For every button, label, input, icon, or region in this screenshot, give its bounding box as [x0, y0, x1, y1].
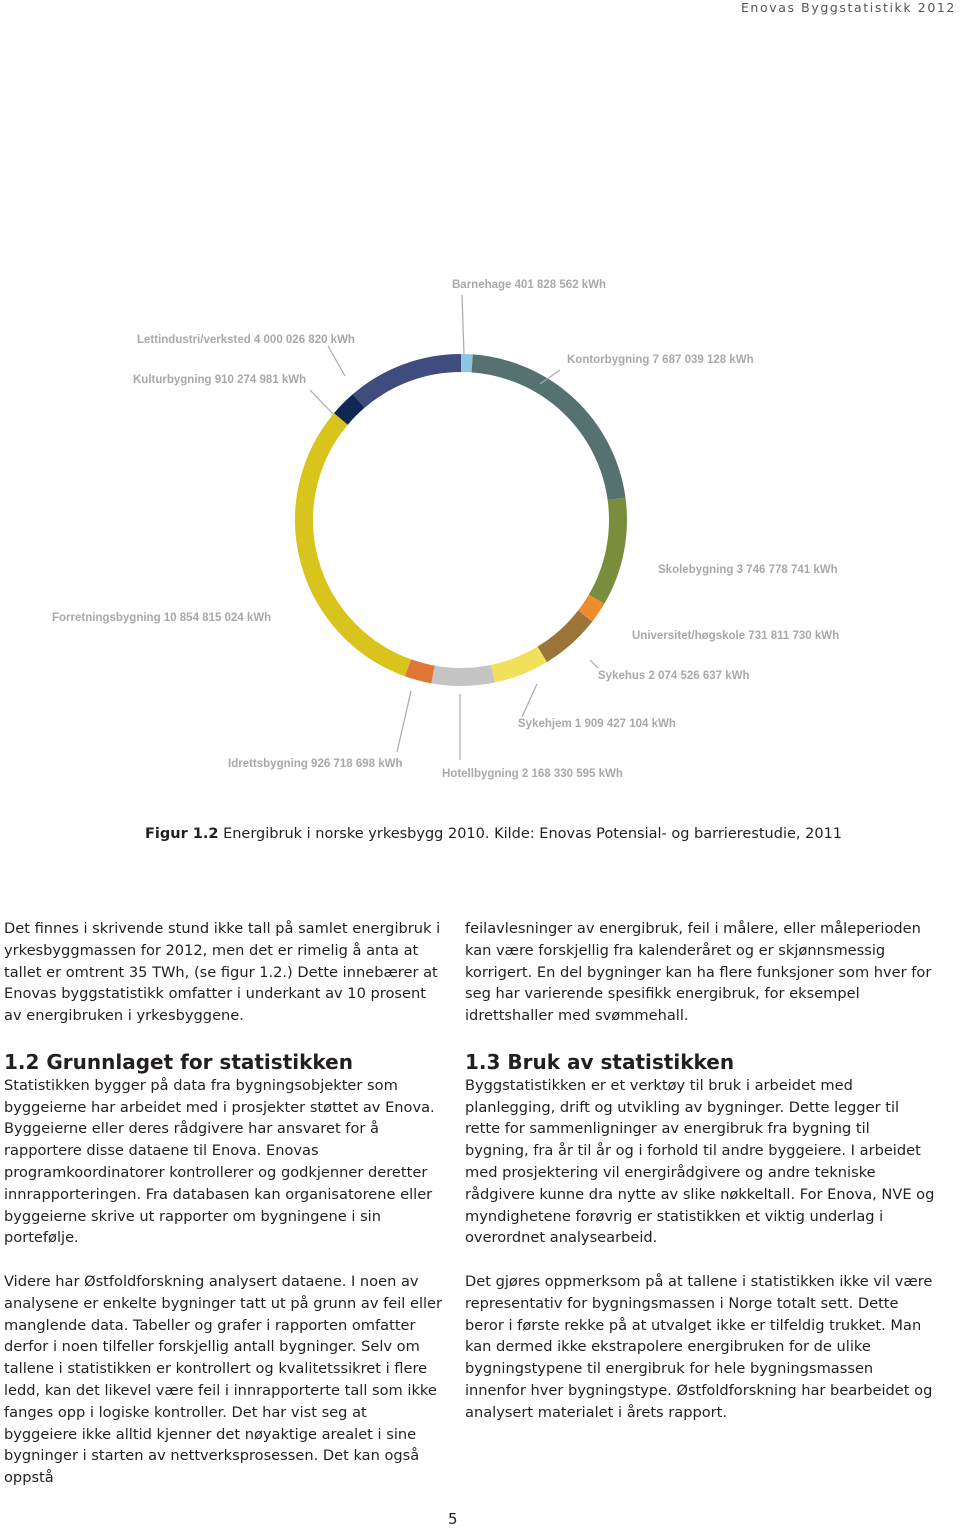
- slice-label: Lettindustri/verksted 4 000 026 820 kWh: [137, 334, 355, 346]
- running-header: Enovas Byggstatistikk 2012: [740, 0, 956, 15]
- slice-labels: [52, 279, 839, 780]
- slice-label: Kontorbygning 7 687 039 128 kWh: [567, 354, 754, 366]
- slice-label: Forretningsbygning 10 854 815 024 kWh: [52, 612, 272, 624]
- slice-sykehus: [542, 616, 585, 654]
- slice-label: Idrettsbygning 926 718 698 kWh: [228, 758, 403, 770]
- leader-line: [310, 390, 333, 414]
- leader-line: [397, 691, 411, 752]
- right-paragraph-1: Byggstatistikken er et verktøy til bruk i arbeidet med planlegging, drift og utvikling av bygninger. Dette legger til rette for sammenligninger av energibruk fra bygning til bygning, fra år til år og i forhold til andre byggeiere. I arbeidet med prosjektering vil energirådgivere og andre tekniske rådgivere kunne dra nytte av slike nøkkeltall. For Enova, NVE og myndighetene forøvrig er statistikken et viktig underlag i overordnet analysearbeid.: [465, 1076, 935, 1247]
- slice-skolebygning: [597, 499, 618, 599]
- slice-label: Skolebygning 3 746 778 741 kWh: [658, 564, 838, 576]
- leader-line: [462, 295, 464, 355]
- donut-ring: [304, 363, 618, 677]
- leader-line: [590, 660, 598, 668]
- leader-line: [328, 346, 345, 376]
- slice-label: Kulturbygning 910 274 981 kWh: [133, 374, 307, 386]
- slice-hotellbygning: [433, 674, 493, 677]
- slice-sykehjem: [493, 654, 542, 673]
- right-intro-paragraph: feilavlesninger av energibruk, feil i målere, eller måleperioden kan være forskjellig fra kalenderåret og er skjønnsmessig korrigert. En del bygninger kan ha flere funksjoner som hver for seg har varierende spesifikk energibruk, for eksempel idrettshaller med svømmehall.: [465, 920, 932, 1025]
- slice-forretningsbygning: [304, 419, 408, 668]
- right-paragraph-2: Det gjøres oppmerksom på at tallene i statistikken ikke vil være representativ for bygningsmassen i Norge totalt sett. Dette beror i første rekke på at utvalget ikke er tilfeldig trukket. Man kan dermed ikke ekstrapolere energibruken for de ulike bygningstypene til energibruk for hele bygningsmassen innenfor hver bygningstype. Østfoldforskning har bearbeidet og analysert materialet i årets rapport.: [465, 1272, 933, 1421]
- slice-lettindustri-verksted: [359, 363, 461, 401]
- slice-kontorbygning: [472, 363, 616, 498]
- slice-label: Sykehus 2 074 526 637 kWh: [598, 670, 750, 682]
- slice-label: Barnehage 401 828 562 kWh: [452, 279, 607, 291]
- caption-text: Energibruk i norske yrkesbygg 2010. Kilde: Enovas Potensial- og barrierestudie, 2011: [218, 826, 843, 842]
- left-paragraph-1: Statistikken bygger på data fra bygningsobjekter som byggeierne har arbeidet med i prosjekter støttet av Enova. Byggeierne eller deres rådgivere har ansvaret for å rapportere disse dataene til Enova. Enovas programkoordinatorer kontrollerer og godkjenner deretter innrapporteringen. Fra databasen kan organisatorene eller byggeierne skrive ut rapporter om bygningene i sin portefølje.: [4, 1076, 435, 1247]
- right-column: [465, 918, 935, 1445]
- leader-line: [522, 684, 537, 717]
- slice-label: Universitet/høgskole 731 811 730 kWh: [632, 630, 840, 642]
- section-heading-1-2: 1.2 Grunnlaget for statistikken: [4, 1049, 353, 1074]
- slice-universitet-høgskole: [585, 599, 596, 616]
- slice-label: Sykehjem 1 909 427 104 kWh: [518, 718, 676, 730]
- slice-label: Hotellbygning 2 168 330 595 kWh: [442, 768, 623, 780]
- left-intro-paragraph: Det finnes i skrivende stund ikke tall på samlet energibruk i yrkesbyggmassen for 2012, men det er rimelig å anta at tallet er omtrent 35 TWh, (se figur 1.2.) Dette innebærer at Enovas byggstatistikk omfatter i underkant av 10 prosent av energibruken i yrkesbyggene.: [4, 920, 441, 1025]
- section-heading-1-3: 1.3 Bruk av statistikken: [465, 1049, 735, 1074]
- figure-caption: [145, 826, 842, 842]
- left-paragraph-2: Videre har Østfoldforskning analysert dataene. I noen av analysene er enkelte bygninger tatt ut på grunn av feil eller manglende data. Tabeller og grafer i rapporten omfatter derfor i noen tilfeller forskjellig antall bygninger. Selv om tallene i statistikken er kontrollert og kvalitetssikret i flere ledd, kan det likevel være feil i innrapporterte tall som ikke fanges opp i logiske kontroller. Det har vist seg at byggeiere ikke alltid kjenner det nøyaktige arealet i sine bygninger i starten av nettverksprosessen. Det kan også oppstå: [4, 1272, 443, 1487]
- figure-label: Figur 1.2: [145, 826, 219, 842]
- left-column: [4, 918, 444, 1511]
- slice-idrettsbygning: [408, 668, 433, 675]
- slice-kulturbygning: [341, 401, 359, 419]
- page-number: 5: [448, 1510, 458, 1528]
